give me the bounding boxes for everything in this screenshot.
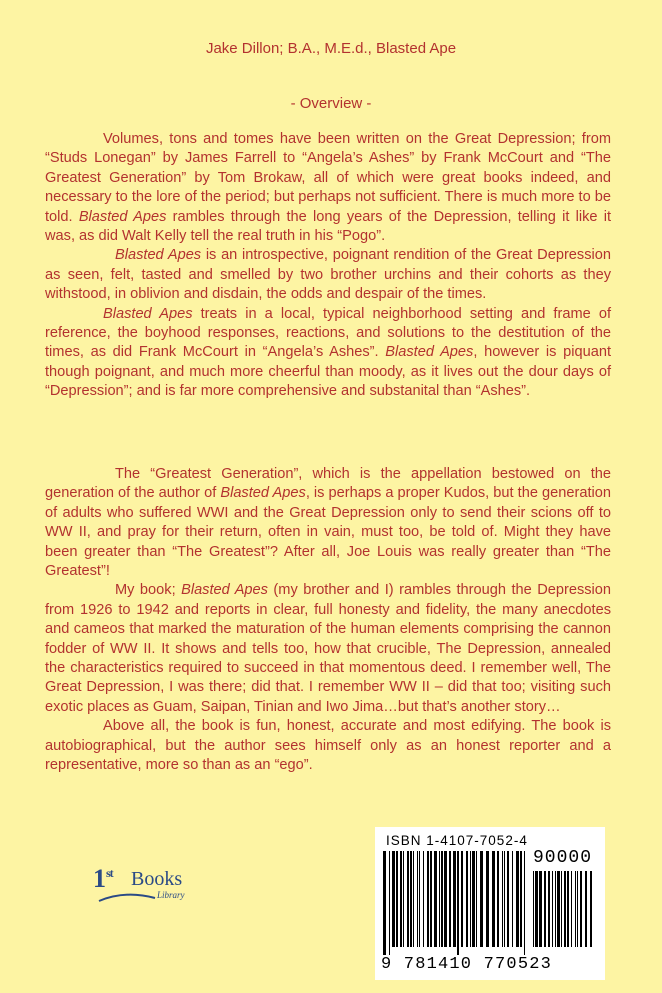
barcode-bar — [441, 851, 443, 947]
ean-barcode-bars — [383, 851, 531, 955]
barcode-bar — [417, 851, 418, 947]
barcode-bar — [461, 851, 463, 947]
barcode-bar — [383, 851, 386, 955]
barcode-bar — [480, 851, 483, 947]
barcode-bar — [430, 851, 432, 947]
logo-swoosh-icon — [97, 892, 157, 904]
barcode-bar — [396, 851, 398, 947]
paragraph-2: Blasted Apes is an introspective, poignant rendition of the Great Depression as seen, felt, tasted and smelled by two brother urchins and their cohorts as they withstood, in oblivion and disdain, the odds and despair of the times. — [45, 247, 611, 303]
barcode-bar — [413, 851, 414, 947]
logo-library-text: Library — [157, 890, 185, 900]
barcode-bar — [535, 871, 538, 947]
barcode-bar — [389, 851, 390, 955]
overview-heading: - Overview - — [290, 95, 372, 112]
book-title: Blasted Apes — [103, 305, 193, 322]
paragraph-6: Above all, the book is fun, honest, accurate and most edifying. The book is autobiographical, but the author sees himself only as an honest reporter and a representative, more so than as an “ego”. — [45, 718, 611, 774]
book-title: Blasted Apes — [220, 485, 306, 502]
ean-digits: 9 781410 770523 — [381, 955, 553, 974]
barcode-bar — [520, 851, 522, 947]
publisher-logo — [93, 862, 213, 912]
barcode-bar — [453, 851, 456, 947]
price-code: 90000 — [533, 848, 593, 868]
barcode-bar — [585, 871, 587, 947]
barcode-bar — [419, 851, 420, 947]
logo-mark: 1st — [93, 864, 113, 893]
barcode-bar — [434, 851, 437, 947]
barcode-bar — [472, 851, 475, 947]
isbn-barcode — [375, 827, 605, 980]
barcode-bar — [557, 871, 560, 947]
barcode-bar — [444, 851, 447, 947]
barcode-bar — [407, 851, 409, 947]
overview-text-block-2 — [45, 465, 611, 776]
barcode-bar — [590, 871, 592, 947]
paragraph-4: The “Greatest Generation”, which is the appellation bestowed on the generation of the author of Blasted Apes, is perhaps a proper Kudos, but the generation of adults who suffered WWI and the Great Depression only to send their scions off to WW II, and pray for their return, often in vain, must too, be told of. Might they have been greater than “The Greatest”? After all, Joe Louis was really greater than “The Greatest”! — [45, 466, 611, 580]
book-title: Blasted Apes — [78, 208, 167, 225]
barcode-bar — [466, 851, 468, 947]
book-title: Blasted Apes — [181, 582, 268, 599]
barcode-bar — [564, 871, 566, 947]
barcode-bar — [504, 851, 505, 947]
barcode-bar — [552, 871, 553, 947]
barcode-bar — [486, 851, 489, 947]
isbn-label: ISBN 1-4107-7052-4 — [386, 833, 528, 848]
book-title: Blasted Apes — [115, 247, 202, 264]
author-line: Jake Dillon; B.A., M.E.d., Blasted Ape — [205, 40, 457, 57]
barcode-bar — [403, 851, 404, 947]
barcode-bar — [575, 871, 576, 947]
paragraph-1: Volumes, tons and tomes have been written on the Great Depression; from “Studs Lonegan” by James Farrell to “Angela’s Ashes” by Frank McCourt and “The Greatest Generation” by Tom Brokaw, all of which were great books indeed, and necessary to the lore of the period; but perhaps not sufficient. There is much more to be told. Blasted Apes rambles through the long years of the Depression, telling it like it was, as did Walt Kelly tell the real truth in his “Pogo”. — [45, 131, 612, 245]
barcode-bar — [524, 851, 525, 955]
barcode-bar — [577, 871, 578, 947]
barcode-bar — [392, 851, 395, 947]
barcode-bar — [457, 851, 459, 955]
overview-text-block-1 — [45, 130, 611, 402]
addon-barcode-bars — [533, 871, 597, 955]
barcode-bar — [449, 851, 451, 947]
barcode-bar — [400, 851, 402, 947]
barcode-bar — [512, 851, 513, 947]
barcode-bar — [427, 851, 429, 947]
barcode-bar — [539, 871, 542, 947]
barcode-bar — [492, 851, 495, 947]
barcode-bar — [439, 851, 440, 947]
paragraph-3: Blasted Apes treats in a local, typical neighborhood setting and frame of reference, the boyhood responses, reactions, and solutions to the destitution of the times, as did Frank McCourt in “Angela’s Ashes”. Blasted Apes, however is piquant though poignant, and much more cheerful than moody, as it lives out the dour days of “Depression”; and is far more comprehensive and substanital than “Ashes”. — [45, 305, 612, 400]
book-title: Blasted Apes — [385, 344, 474, 361]
barcode-bar — [476, 851, 477, 947]
barcode-bar — [410, 851, 412, 947]
barcode-bar — [507, 851, 509, 947]
barcode-bar — [548, 871, 550, 947]
barcode-bar — [497, 851, 499, 947]
barcode-bar — [544, 871, 546, 947]
barcode-bar — [533, 871, 534, 947]
barcode-bar — [580, 871, 582, 947]
barcode-bar — [502, 851, 503, 947]
barcode-bar — [561, 871, 562, 947]
barcode-bar — [567, 871, 569, 947]
barcode-bar — [470, 851, 471, 947]
barcode-bar — [423, 851, 424, 947]
barcode-bar — [555, 871, 556, 947]
logo-books-text: Books — [131, 868, 183, 890]
barcode-bar — [571, 871, 572, 947]
paragraph-5: My book; Blasted Apes (my brother and I) rambles through the Depression from 1926 to 1942 and reports in clear, full honesty and fidelity, the many anecdotes and cameos that marked the maturation of the human elements comprising the cannon fodder of WW II. It shows and tells too, how that crucible, The Depression, annealed the characteristics required to succeed in that momentous deed. I remember well, The Great Depression, I was there; did that. I remember WW II – did that too; visiting such exotic places as Guam, Saipan, Tinian and Iwo Jima…but that’s another story… — [45, 582, 612, 715]
barcode-bar — [516, 851, 519, 947]
